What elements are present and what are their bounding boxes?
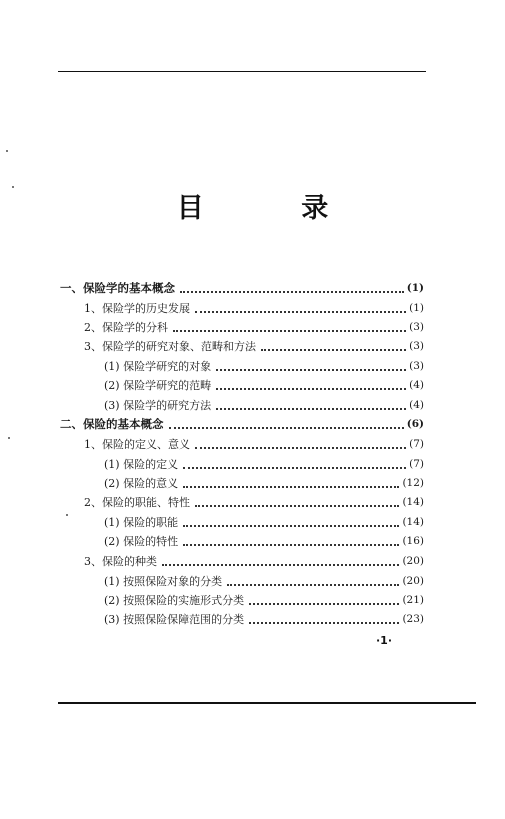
dot-leader — [183, 485, 399, 488]
toc-entry-subsection[interactable] — [104, 513, 424, 531]
toc-entry-section[interactable] — [84, 435, 424, 453]
toc-entry-label: (3) 按照保险保障范围的分类 — [104, 613, 245, 626]
toc-entry-label: 1、保险学的历史发展 — [84, 302, 190, 315]
toc-entry-label: 2、保险的职能、特性 — [84, 496, 190, 509]
toc-entry-subsection[interactable] — [104, 474, 424, 492]
toc-entry-page: (14) — [402, 516, 424, 528]
toc-entry-label: (2) 保险的意义 — [104, 477, 179, 490]
toc-entry-label: 3、保险的种类 — [84, 555, 157, 568]
toc-entry-label: (2) 保险学研究的范畴 — [104, 379, 212, 392]
dot-leader — [195, 310, 406, 313]
toc-entry-page: (23) — [402, 613, 424, 625]
toc-entry-page: (20) — [402, 575, 424, 587]
toc-entry-label: 1、保险的定义、意义 — [84, 438, 190, 451]
scan-speck — [66, 514, 68, 516]
bottom-rule — [58, 702, 476, 704]
dot-leader — [169, 426, 404, 429]
toc-entry-section[interactable] — [84, 299, 424, 317]
toc-entry-chapter-1[interactable] — [60, 279, 424, 297]
dot-leader — [195, 446, 406, 449]
toc-entry-label: 3、保险学的研究对象、范畴和方法 — [84, 340, 256, 353]
dot-leader — [162, 563, 399, 566]
toc-entry-label: 二、保险的基本概念 — [60, 417, 164, 431]
toc-entry-section[interactable] — [84, 493, 424, 511]
toc-entry-page: (16) — [402, 535, 424, 547]
scan-speck — [12, 186, 14, 188]
toc-entry-label: (3) 保险学的研究方法 — [104, 399, 212, 412]
dot-leader — [183, 466, 406, 469]
toc-entry-label: (2) 按照保险的实施形式分类 — [104, 594, 245, 607]
toc-entry-subsection[interactable] — [104, 572, 424, 590]
page-title: 目 录 — [176, 193, 373, 224]
toc-entry-label: 2、保险学的分科 — [84, 321, 168, 334]
toc-entry-subsection[interactable] — [104, 455, 424, 473]
toc-entry-label: (1) 按照保险对象的分类 — [104, 575, 223, 588]
toc-entry-section[interactable] — [84, 318, 424, 336]
toc-entry-subsection[interactable] — [104, 532, 424, 550]
toc-entry-subsection[interactable] — [104, 396, 424, 414]
toc-entry-page: (3) — [409, 360, 424, 372]
dot-leader — [227, 583, 399, 586]
toc-entry-label: (2) 保险的特性 — [104, 535, 179, 548]
dot-leader — [180, 290, 404, 293]
toc-entry-section[interactable] — [84, 552, 424, 570]
toc-entry-label: (1) 保险的定义 — [104, 458, 179, 471]
toc-entry-page: (7) — [409, 438, 424, 450]
page-number: ·1· — [376, 634, 393, 647]
toc-entry-page: (20) — [402, 555, 424, 567]
dot-leader — [173, 329, 406, 332]
top-rule — [58, 71, 426, 72]
toc-entry-section[interactable] — [84, 337, 424, 355]
toc-entry-label: (1) 保险学研究的对象 — [104, 360, 212, 373]
toc-entry-page: (1) — [406, 282, 424, 294]
toc-entry-chapter-2[interactable] — [60, 415, 424, 433]
toc-entry-page: (4) — [409, 399, 424, 411]
dot-leader — [249, 602, 399, 605]
dot-leader — [216, 368, 406, 371]
toc-entry-label: 一、保险学的基本概念 — [60, 281, 175, 295]
toc-entry-page: (14) — [402, 496, 424, 508]
toc-entry-page: (12) — [402, 477, 424, 489]
dot-leader — [249, 621, 399, 624]
toc-entry-subsection[interactable] — [104, 376, 424, 394]
toc-entry-page: (4) — [409, 379, 424, 391]
toc-entry-label: (1) 保险的职能 — [104, 516, 179, 529]
toc-entry-page: (21) — [402, 594, 424, 606]
toc-entry-page: (3) — [409, 340, 424, 352]
scan-speck — [8, 437, 10, 439]
toc-entry-page: (6) — [406, 418, 424, 430]
dot-leader — [183, 543, 399, 546]
toc-entry-page: (7) — [409, 458, 424, 470]
dot-leader — [216, 407, 406, 410]
dot-leader — [261, 348, 406, 351]
toc-entry-subsection[interactable] — [104, 357, 424, 375]
toc-entry-subsection[interactable] — [104, 610, 424, 628]
toc-entry-subsection[interactable] — [104, 591, 424, 609]
toc-entry-page: (3) — [409, 321, 424, 333]
dot-leader — [183, 524, 399, 527]
dot-leader — [195, 504, 399, 507]
toc-entry-page: (1) — [409, 302, 424, 314]
dot-leader — [216, 387, 406, 390]
scan-speck — [6, 150, 8, 152]
